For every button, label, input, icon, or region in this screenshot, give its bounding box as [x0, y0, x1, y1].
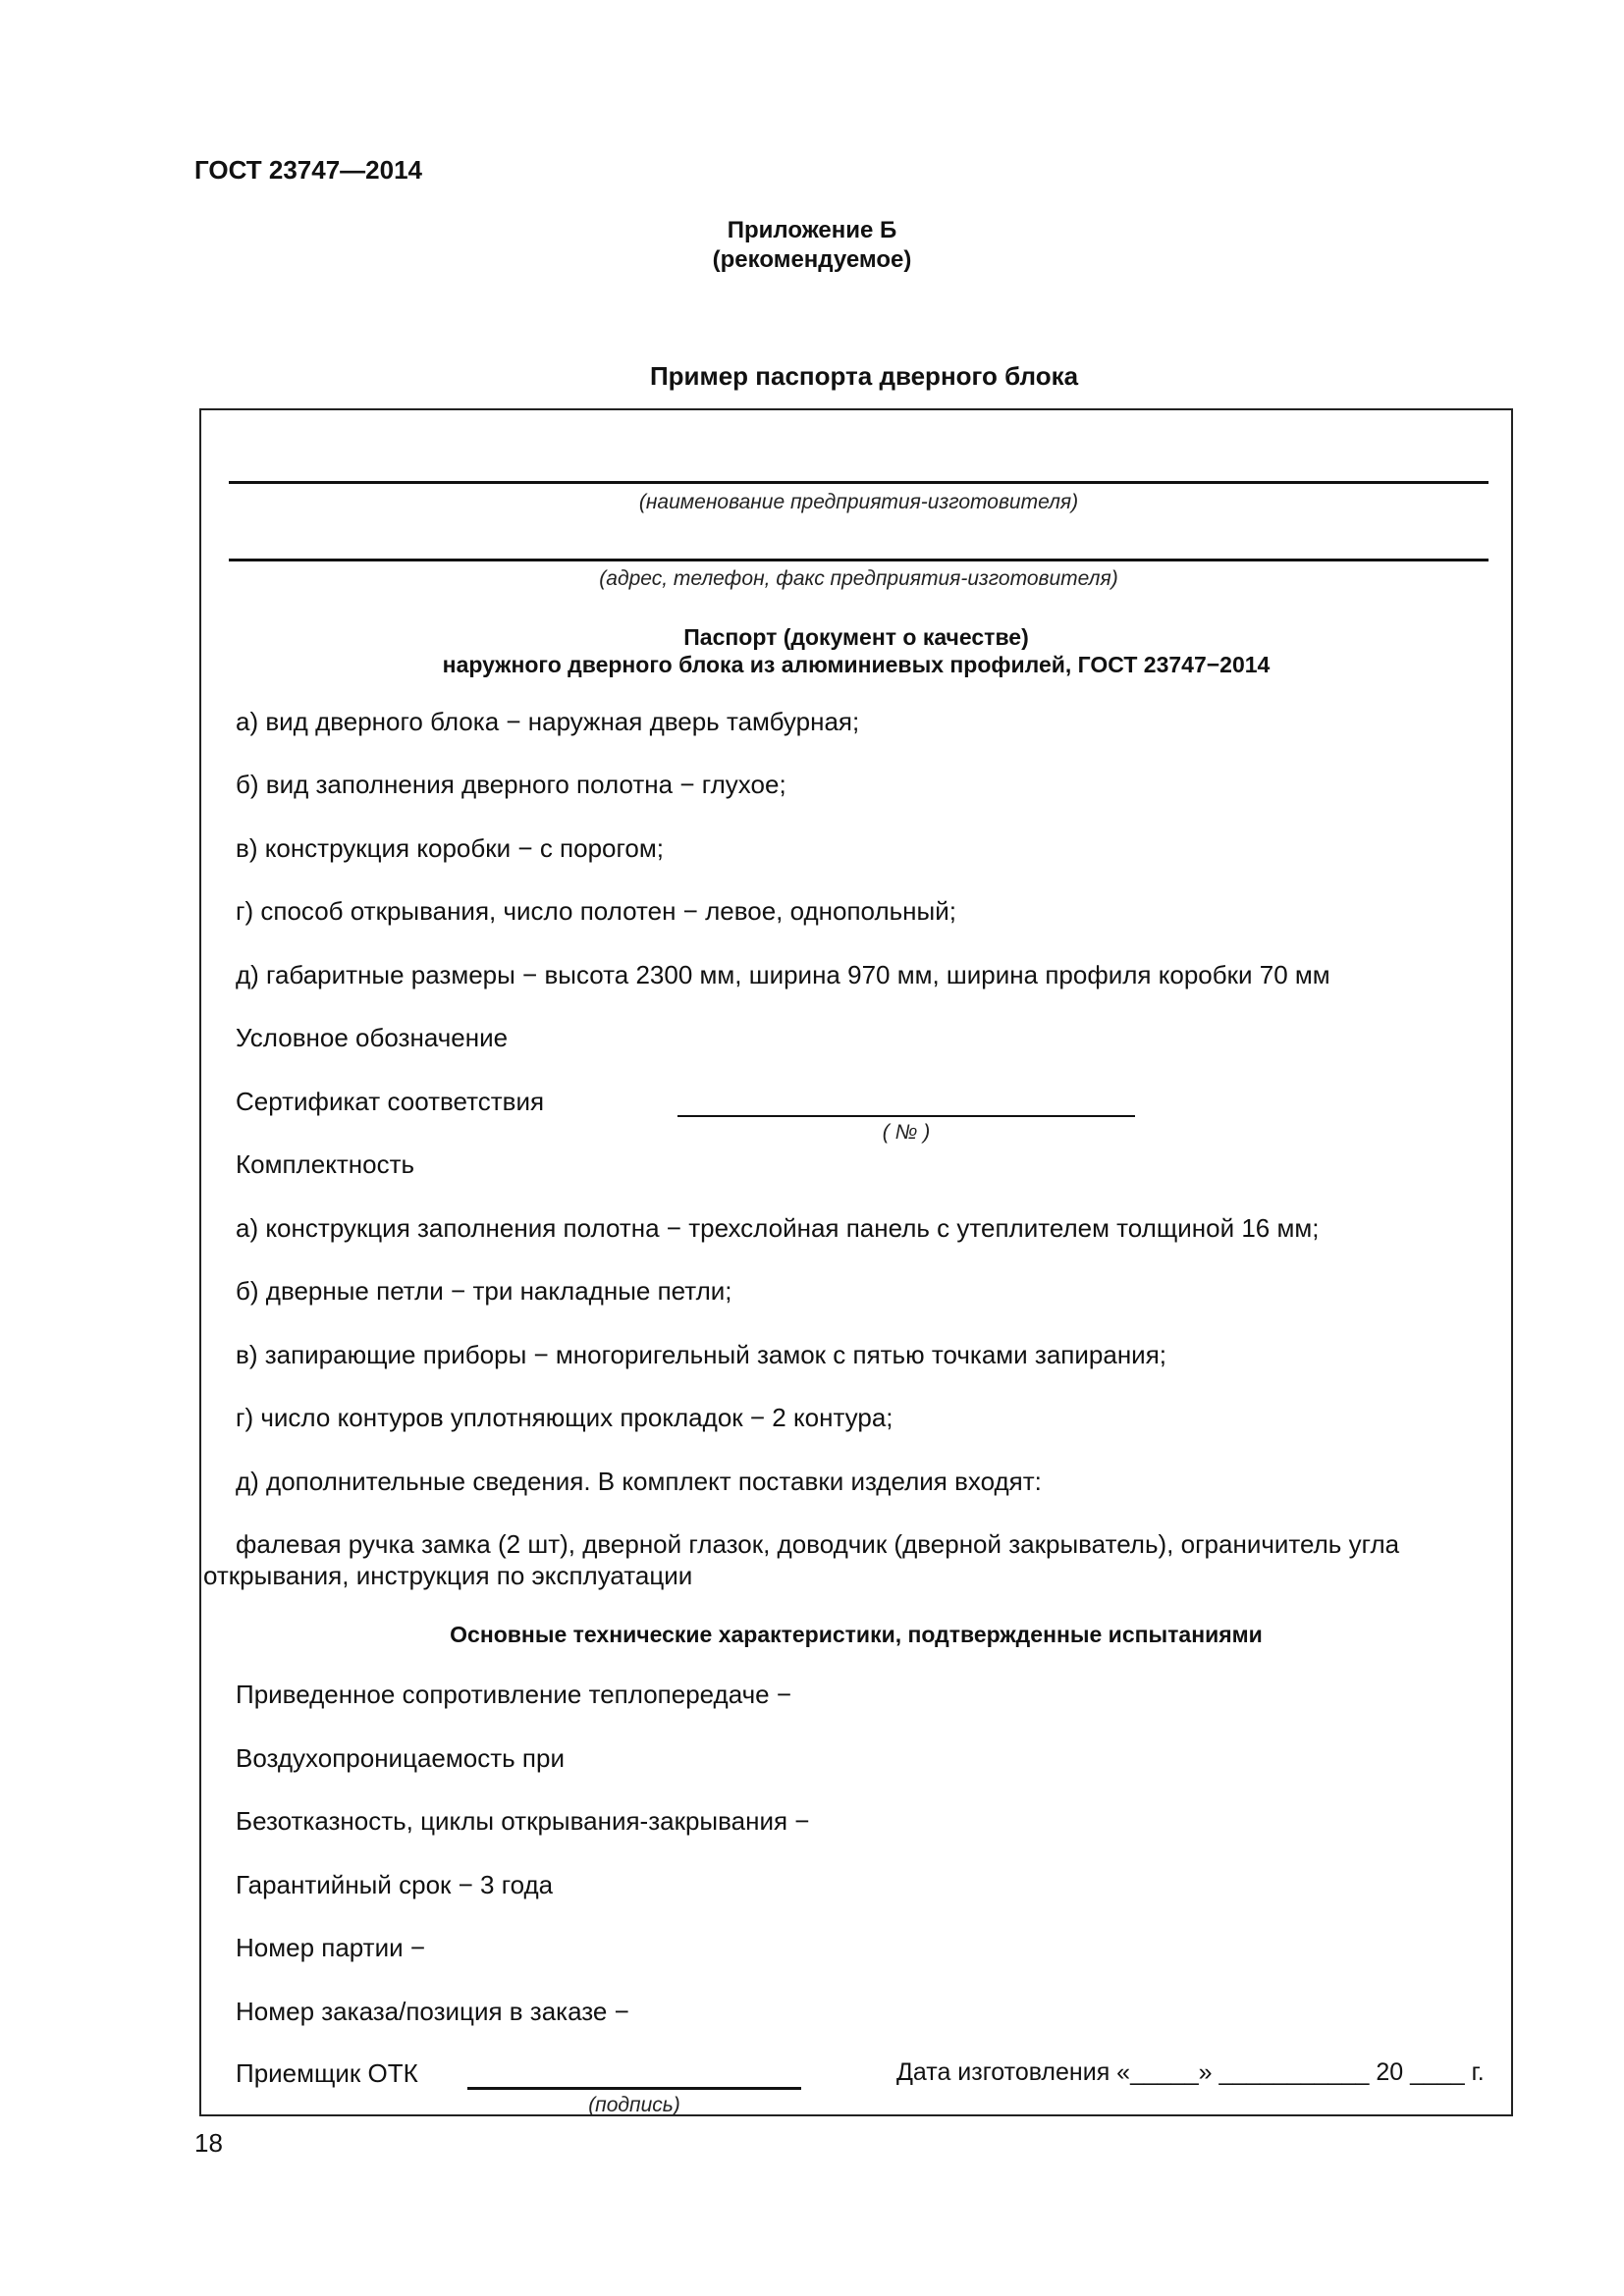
tech-air-permeability: Воздухопроницаемость при: [236, 1743, 565, 1773]
certificate-number-line: [677, 1115, 1135, 1117]
delivery-line-1: фалевая ручка замка (2 шт), дверной глазок, доводчик (дверной закрыватель), ограничитель угла: [236, 1529, 1400, 1559]
designation-label: Условное обозначение: [236, 1023, 509, 1052]
signature-line: [467, 2087, 801, 2090]
item-opening-method: г) способ открывания, число полотен − левое, однопольный;: [236, 896, 956, 926]
delivery-line-2: открывания, инструкция по эксплуатации: [203, 1561, 693, 1590]
passport-subtitle: наружного дверного блока из алюминиевых профилей, ГОСТ 23747−2014: [442, 652, 1271, 677]
page-number: 18: [194, 2128, 223, 2158]
example-title: Пример паспорта дверного блока: [649, 361, 1079, 391]
completeness-filling: а) конструкция заполнения полотна − трехслойная панель с утеплителем толщиной 16 мм;: [236, 1213, 1320, 1243]
appendix-subtitle: (рекомендуемое): [712, 246, 912, 273]
item-door-type: а) вид дверного блока − наружная дверь тамбурная;: [236, 707, 860, 736]
tech-reliability: Безотказность, циклы открывания-закрывания −: [236, 1806, 810, 1836]
completeness-label: Комплектность: [236, 1149, 415, 1179]
manufacturer-name-line: [229, 481, 1489, 484]
manufacture-date: Дата изготовления «_____» ___________ 20 ____ г.: [896, 2058, 1485, 2086]
item-frame-construction: в) конструкция коробки − с порогом;: [236, 833, 664, 863]
completeness-locks: в) запирающие приборы − многоригельный замок с пятью точками запирания;: [236, 1340, 1166, 1369]
document-code: ГОСТ 23747—2014: [194, 155, 422, 185]
appendix-title: Приложение Б: [727, 217, 897, 243]
tech-batch-number: Номер партии −: [236, 1933, 426, 1962]
completeness-hinges: б) дверные петли − три накладные петли;: [236, 1276, 732, 1306]
tech-order-number: Номер заказа/позиция в заказе −: [236, 1997, 629, 2026]
certificate-label: Сертификат соответствия: [236, 1087, 545, 1116]
address-line: [229, 559, 1489, 561]
inspector-label: Приемщик ОТК: [236, 2058, 418, 2088]
tech-warranty: Гарантийный срок − 3 года: [236, 1870, 554, 1899]
passport-title: Паспорт (документ о качестве): [683, 624, 1029, 650]
completeness-seals: г) число контуров уплотняющих прокладок − 2 контура;: [236, 1403, 893, 1432]
tech-heat-resistance: Приведенное сопротивление теплопередаче −: [236, 1680, 792, 1709]
item-dimensions: д) габаритные размеры − высота 2300 мм, ширина 970 мм, ширина профиля коробки 70 мм: [236, 960, 1330, 989]
certificate-caption: ( № ): [882, 1121, 931, 1144]
item-filling-type: б) вид заполнения дверного полотна − глухое;: [236, 770, 786, 799]
manufacturer-caption: (наименование предприятия-изготовителя): [638, 491, 1079, 513]
signature-caption: (подпись): [588, 2094, 680, 2116]
tech-characteristics-title: Основные технические характеристики, подтвержденные испытаниями: [450, 1622, 1263, 1647]
completeness-additional: д) дополнительные сведения. В комплект поставки изделия входят:: [236, 1467, 1042, 1496]
address-caption: (адрес, телефон, факс предприятия-изготовителя): [599, 567, 1118, 590]
